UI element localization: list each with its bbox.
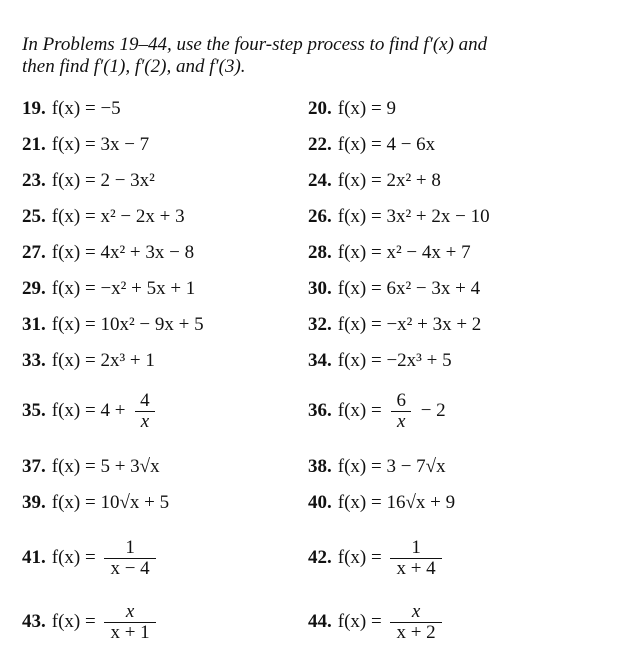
problem-expression: f(x) = 5 + 3√x — [51, 456, 160, 477]
problem-expression: f(x) = 3 − 7√x — [337, 456, 446, 477]
instructions-line-1: In Problems 19–44, use the four-step process to find f′(x) and — [22, 34, 488, 55]
problem-expression: f(x) = 2 − 3x² — [51, 170, 155, 191]
problem-42 — [308, 536, 446, 579]
problem-number: 27. — [22, 242, 46, 263]
expression-suffix: − 2 — [415, 400, 446, 421]
fraction — [104, 538, 155, 579]
problem-expression: f(x) = 10√x + 5 — [51, 492, 170, 513]
problem-expression: f(x) = −x² + 3x + 2 — [337, 314, 482, 335]
problem-number: 20. — [308, 98, 332, 119]
problem-number: 33. — [22, 350, 46, 371]
problem-expression: f(x) = 4x² + 3x − 8 — [51, 242, 195, 263]
problem-expression: f(x) = 3x − 7 — [51, 134, 150, 155]
problem-40 — [308, 491, 455, 515]
fraction — [390, 602, 441, 643]
problem-30 — [308, 277, 480, 301]
problem-number: 28. — [308, 242, 332, 263]
fraction-numerator: x — [411, 600, 421, 622]
fraction-numerator: 4 — [140, 389, 150, 411]
fraction — [134, 391, 156, 432]
problem-43 — [22, 600, 160, 643]
problem-expression — [338, 602, 446, 643]
fraction-denominator: x + 4 — [390, 558, 441, 579]
problem-number: 23. — [22, 170, 46, 191]
problem-expression: f(x) = 10x² − 9x + 5 — [51, 314, 204, 335]
problem-expression: f(x) = −x² + 5x + 1 — [51, 278, 196, 299]
problem-number: 42. — [308, 547, 332, 568]
problem-27 — [22, 241, 194, 265]
problem-number: 37. — [22, 456, 46, 477]
problem-expression — [52, 391, 160, 432]
expression-prefix: f(x) = — [51, 611, 101, 632]
problem-19 — [22, 97, 121, 121]
problem-35 — [22, 389, 160, 432]
problem-expression: f(x) = 9 — [337, 98, 396, 119]
problem-24 — [308, 169, 441, 193]
problem-number: 26. — [308, 206, 332, 227]
problem-expression: f(x) = 4 − 6x — [337, 134, 436, 155]
problem-expression: f(x) = 2x² + 8 — [337, 170, 441, 191]
fraction — [104, 602, 155, 643]
expression-prefix: f(x) = — [51, 547, 101, 568]
problem-expression: f(x) = 2x³ + 1 — [51, 350, 155, 371]
problem-expression — [52, 538, 160, 579]
fraction — [390, 538, 441, 579]
fraction-denominator: x − 4 — [104, 558, 155, 579]
problem-expression — [338, 391, 446, 432]
fraction-denominator: x + 1 — [104, 622, 155, 643]
problem-number: 44. — [308, 611, 332, 632]
expression-prefix: f(x) = 4 + — [51, 400, 131, 421]
fraction-numerator: 6 — [396, 389, 406, 411]
problem-34 — [308, 349, 452, 373]
problem-33 — [22, 349, 155, 373]
problem-expression: f(x) = x² − 4x + 7 — [337, 242, 471, 263]
fraction-denominator: x — [135, 411, 155, 432]
problem-number: 25. — [22, 206, 46, 227]
problem-expression: f(x) = 6x² − 3x + 4 — [337, 278, 481, 299]
problem-number: 43. — [22, 611, 46, 632]
problem-number: 24. — [308, 170, 332, 191]
problem-44 — [308, 600, 446, 643]
problem-expression: f(x) = −5 — [51, 98, 121, 119]
expression-prefix: f(x) = — [337, 611, 387, 632]
problem-number: 19. — [22, 98, 46, 119]
problem-number: 40. — [308, 492, 332, 513]
problem-number: 32. — [308, 314, 332, 335]
fraction-denominator: x — [391, 411, 411, 432]
expression-prefix: f(x) = — [337, 400, 387, 421]
fraction — [390, 391, 412, 432]
problem-39 — [22, 491, 169, 515]
problem-37 — [22, 455, 160, 479]
problem-expression: f(x) = −2x³ + 5 — [337, 350, 452, 371]
problem-26 — [308, 205, 490, 229]
problem-expression — [338, 538, 446, 579]
instructions-line-2: then find f′(1), f′(2), and f′(3). — [22, 56, 246, 77]
problem-41 — [22, 536, 160, 579]
problem-number: 35. — [22, 400, 46, 421]
problem-number: 22. — [308, 134, 332, 155]
problem-number: 34. — [308, 350, 332, 371]
fraction-numerator: x — [125, 600, 135, 622]
problem-38 — [308, 455, 446, 479]
problem-21 — [22, 133, 149, 157]
fraction-numerator: 1 — [125, 536, 135, 558]
problem-32 — [308, 313, 481, 337]
problem-expression — [52, 602, 160, 643]
problem-expression: f(x) = 3x² + 2x − 10 — [337, 206, 490, 227]
problem-number: 31. — [22, 314, 46, 335]
problem-number: 36. — [308, 400, 332, 421]
problem-29 — [22, 277, 195, 301]
problem-22 — [308, 133, 435, 157]
fraction-denominator: x + 2 — [390, 622, 441, 643]
problem-number: 38. — [308, 456, 332, 477]
problem-expression: f(x) = 16√x + 9 — [337, 492, 456, 513]
problem-20 — [308, 97, 396, 121]
problem-25 — [22, 205, 185, 229]
fraction-numerator: 1 — [411, 536, 421, 558]
problem-number: 41. — [22, 547, 46, 568]
problem-23 — [22, 169, 155, 193]
problem-28 — [308, 241, 471, 265]
problem-31 — [22, 313, 204, 337]
problem-number: 30. — [308, 278, 332, 299]
problem-number: 21. — [22, 134, 46, 155]
problem-expression: f(x) = x² − 2x + 3 — [51, 206, 185, 227]
problem-number: 39. — [22, 492, 46, 513]
problem-number: 29. — [22, 278, 46, 299]
expression-prefix: f(x) = — [337, 547, 387, 568]
problem-36 — [308, 389, 446, 432]
instructions — [22, 34, 622, 78]
